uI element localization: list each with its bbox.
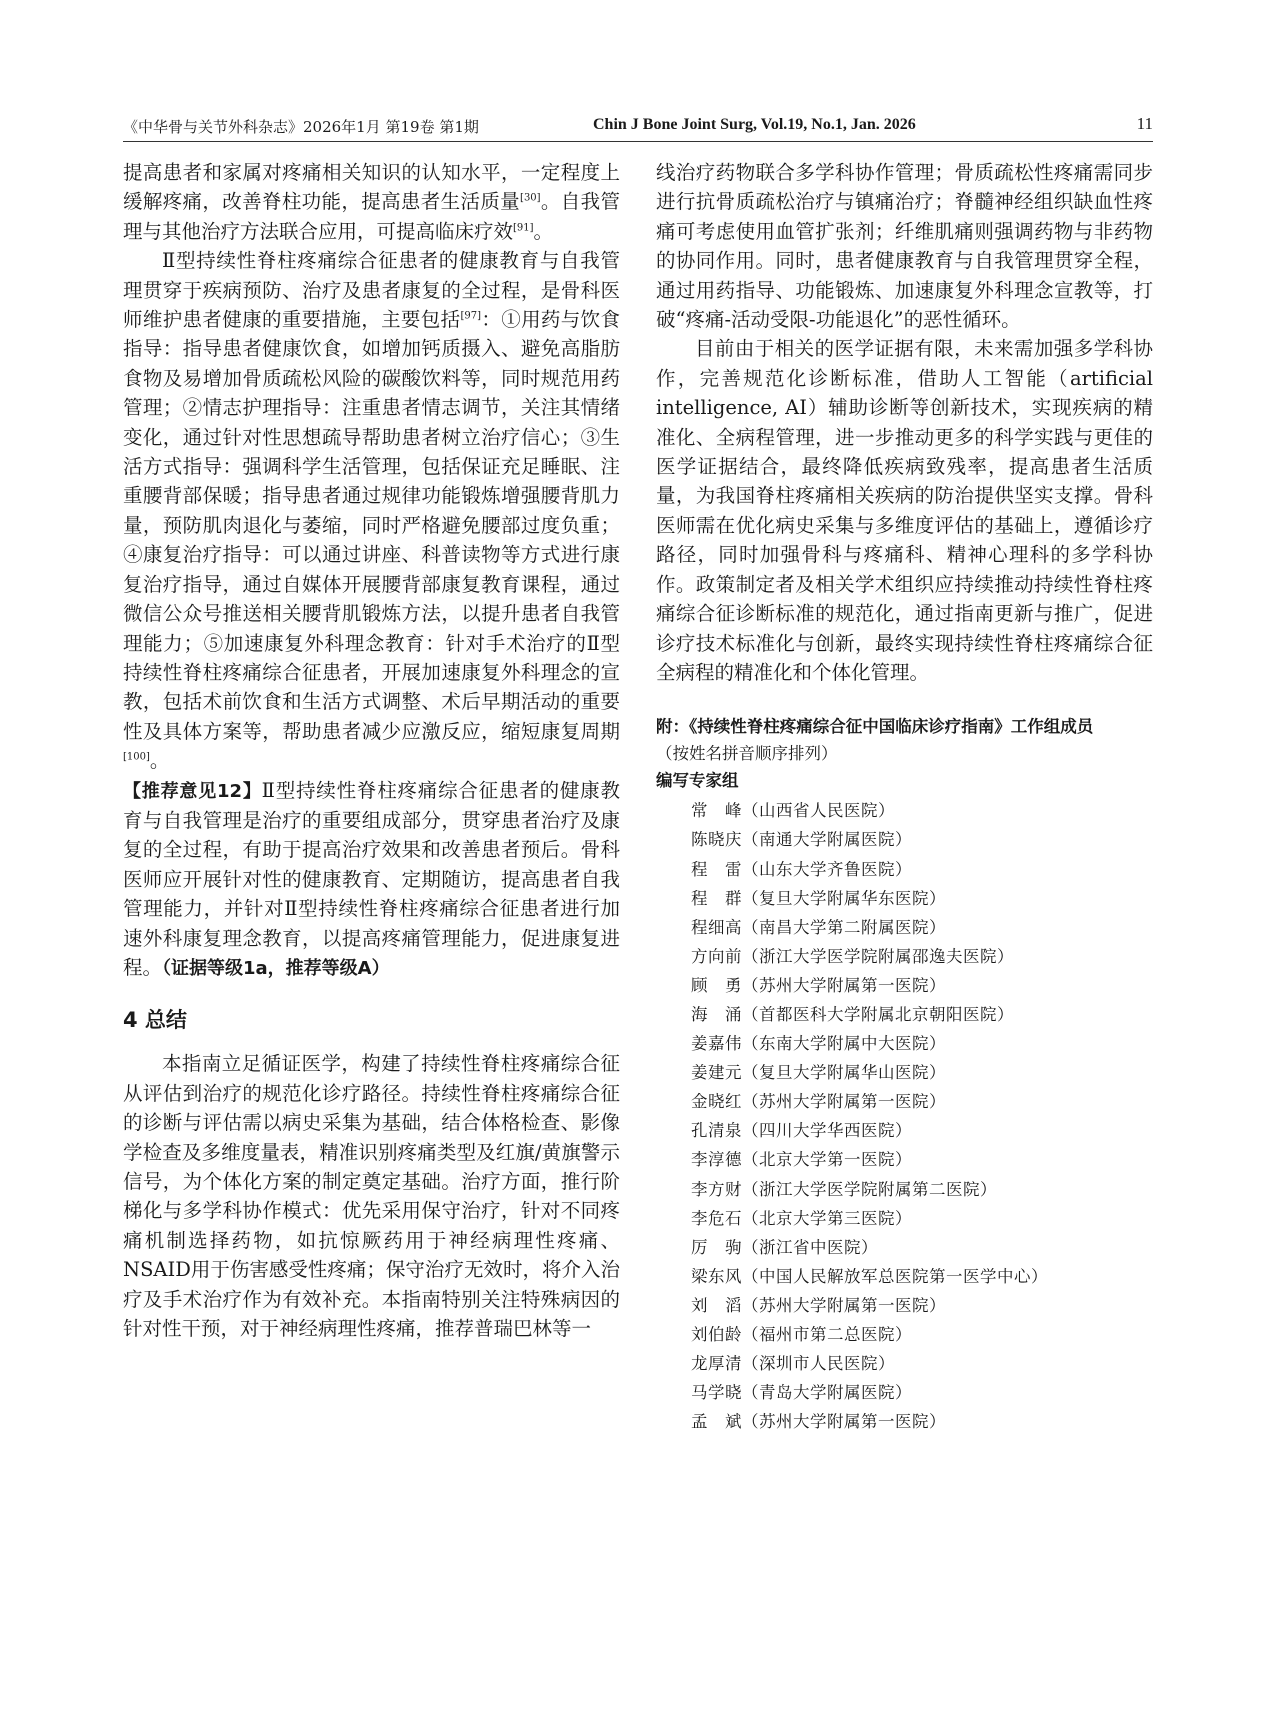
- paragraph-self-management: [123, 158, 620, 246]
- recommendation-tag: 【推荐意见12】: [123, 780, 262, 802]
- member-item: 厉 驹（浙江省中医院）: [691, 1237, 878, 1257]
- recommendation-text: Ⅱ型持续性脊柱疼痛综合征患者的健康教育与自我管理是治疗的重要组成部分，贯穿患者治疗及康复的全过程，有助于提高治疗效果和改善患者预后。骨科医师应开展针对性的健康教育、定期随访，提高患者自我管理能力，并针对Ⅱ型持续性脊柱疼痛综合征患者进行加速外科康复理念教育，以提高疼痛管理能力，促进康复进程。: [123, 778, 620, 979]
- member-item: 陈晓庆（南通大学附属医院）: [691, 830, 912, 850]
- appendix-title: 附：《持续性脊柱疼痛综合征中国临床诊疗指南》工作组成员: [656, 717, 1094, 737]
- member-item: 孔清泉（四川大学华西医院）: [691, 1121, 912, 1141]
- member-item: 金晓红（苏州大学附属第一医院）: [691, 1092, 946, 1112]
- member-item: 李方财（浙江大学医学院附属第二医院）: [691, 1179, 997, 1199]
- paragraph-future-outlook: 目前由于相关的医学证据有限，未来需加强多学科协作，完善规范化诊断标准，借助人工智能（artificial intelligence, AI）辅助诊断等创新技术，实现疾病的精准化、全病程管理，进一步推动更多的科学实践与更佳的医学证据结合，最终降低疾病致残率，提高患者生活质量，为我国脊柱疼痛相关疾病的防治提供坚实支撑。骨科医师需在优化病史采集与多维度评估的基础上，遵循诊疗路径，同时加强骨科与疼痛科、精神心理科的多学科协作。政策制定者及相关学术组织应持续推动持续性脊柱疼痛综合征诊断标准的规范化，通过指南更新与推广，促进诊疗技术标准化与创新，最终实现持续性脊柱疼痛综合征全病程的精准化和个体化管理。: [656, 337, 1153, 684]
- page-number: 11: [1136, 114, 1153, 133]
- member-item: 梁东风（中国人民解放军总医院第一医学中心）: [691, 1266, 1048, 1286]
- left-column: [123, 158, 620, 1343]
- text-run: Ⅱ型持续性脊柱疼痛综合征患者的健康教育与自我管理贯穿于疾病预防、治疗及患者康复的全过程，是骨科医师维护患者健康的重要措施，主要包括: [123, 249, 620, 332]
- member-item: 常 峰（山西省人民医院）: [691, 801, 895, 821]
- paragraph-summary: 本指南立足循证医学，构建了持续性脊柱疼痛综合征从评估到治疗的规范化诊疗路径。持续性脊柱疼痛综合征的诊断与评估需以病史采集为基础，结合体格检查、影像学检查及多维度量表，精准识别疼痛类型及红旗/黄旗警示信号，为个体化方案的制定奠定基础。治疗方面，推行阶梯化与多学科协作模式：优先采用保守治疗，针对不同疼痛机制选择药物，如抗惊厥药用于神经病理性疼痛、NSAID用于伤害感受性疼痛；保守治疗无效时，将介入治疗及手术治疗作为有效补充。本指南特别关注特殊病因的针对性干预，对于神经病理性疼痛，推荐普瑞巴林等一: [123, 1052, 620, 1341]
- citation: [30]: [520, 192, 541, 204]
- journal-title-en: Chin J Bone Joint Surg, Vol.19, No.1, Jan. 2026: [593, 116, 916, 133]
- member-item: 刘 滔（苏州大学附属第一医院）: [691, 1295, 946, 1315]
- paragraph-summary-continued: 线治疗药物联合多学科协作管理；骨质疏松性疼痛需同步进行抗骨质疏松治疗与镇痛治疗；脊髓神经组织缺血性疼痛可考虑使用血管扩张剂；纤维肌痛则强调药物与非药物的协同作用。同时，患者健康教育与自我管理贯穿全程，通过用药指导、功能锻炼、加速康复外科理念宣教等，打破“疼痛-活动受限-功能退化”的恶性循环。: [656, 161, 1153, 332]
- member-item: 龙厚清（深圳市人民医院）: [691, 1354, 895, 1374]
- header-rule: [123, 141, 1153, 142]
- member-item: 李危石（北京大学第三医院）: [691, 1208, 912, 1228]
- group-title-writing-experts: 编写专家组: [656, 771, 739, 791]
- journal-title-cn: 《中华骨与关节外科杂志》2026年1月 第19卷 第1期: [123, 118, 479, 136]
- section-title-summary: 4 总结: [123, 1008, 187, 1033]
- recommendation-grade: （证据等级1a，推荐等级A）: [162, 957, 390, 979]
- member-item: 顾 勇（苏州大学附属第一医院）: [691, 975, 946, 995]
- text-run: 。自我管理与其他治疗方法联合应用，可提高临床疗效: [123, 190, 620, 243]
- member-item: 程细高（南昌大学第二附属医院）: [691, 917, 946, 937]
- member-item: 方向前（浙江大学医学院附属邵逸夫医院）: [691, 946, 1014, 966]
- member-item: 海 涌（首都医科大学附属北京朝阳医院）: [691, 1004, 1014, 1024]
- citation: [91]: [513, 222, 534, 234]
- recommendation-12: [123, 776, 620, 984]
- member-item: 刘伯龄（福州市第二总医院）: [691, 1325, 912, 1344]
- text-run: 提高患者和家属对疼痛相关知识的认知水平，一定程度上缓解疼痛，改善脊柱功能，提高患者生活质量: [123, 161, 620, 214]
- paragraph-health-education: [123, 246, 620, 775]
- page-header: [123, 112, 1153, 142]
- citation: [97]: [460, 310, 482, 322]
- text-run: ：①用药与饮食指导：指导患者健康饮食，如增加钙质摄入、避免高脂肪食物及易增加骨质疏松风险的碳酸饮料等，同时规范用药管理；②情志护理指导：注重患者情志调节，关注其情绪变化，通过针对性思想疏导帮助患者树立治疗信心；③生活方式指导：强调科学生活管理，包括保证充足睡眠、注重腰背部保暖；指导患者通过规律功能锻炼增强腰背肌力量，预防肌肉退化与萎缩，同时严格避免腰部过度负重；④康复治疗指导：可以通过讲座、科普读物等方式进行康复治疗指导，通过自媒体开展腰背部康复教育课程，通过微信公众号推送相关腰背肌锻炼方法，以提升患者自我管理能力；⑤加速康复外科理念教育：针对手术治疗的Ⅱ型持续性脊柱疼痛综合征患者，开展加速康复外科理念的宣教，包括术前饮食和生活方式调整、术后早期活动的重要性及具体方案等，帮助患者减少应激反应，缩短康复周期: [123, 308, 620, 743]
- member-item: 李淳德（北京大学第一医院）: [691, 1150, 912, 1170]
- member-item: 孟 斌（苏州大学附属第一医院）: [691, 1412, 946, 1432]
- right-column: [656, 158, 1153, 1436]
- member-item: 姜建元（复旦大学附属华山医院）: [691, 1063, 946, 1083]
- text-run: 。: [533, 219, 554, 243]
- member-item: 程 雷（山东大学齐鲁医院）: [691, 859, 912, 879]
- member-item: 程 群（复旦大学附属华东医院）: [691, 888, 946, 908]
- member-item: 马学晓（青岛大学附属医院）: [691, 1383, 912, 1403]
- citation: [100]: [123, 751, 150, 763]
- member-item: 姜嘉伟（东南大学附属中大医院）: [691, 1034, 946, 1054]
- appendix-note: （按姓名拼音顺序排列）: [656, 744, 838, 764]
- text-run: 。: [149, 749, 170, 773]
- member-list: [656, 796, 1153, 1436]
